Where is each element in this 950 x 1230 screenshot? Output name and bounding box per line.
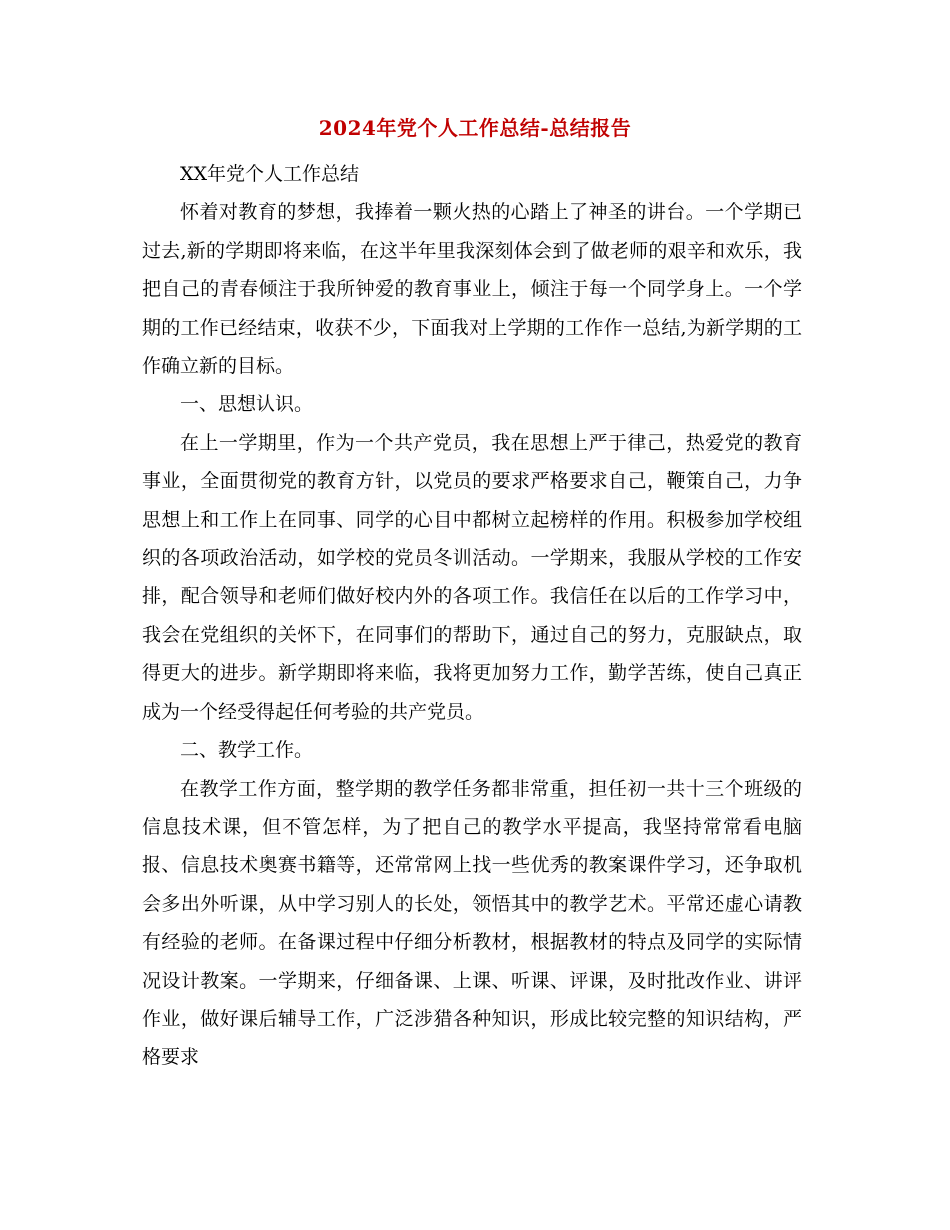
paragraph-subtitle: XX年党个人工作总结: [180, 163, 360, 185]
document-body: [142, 155, 802, 1077]
document-title: 2024年党个人工作总结-总结报告: [318, 116, 632, 140]
paragraph-teaching: 在教学工作方面，整学期的教学任务都非常重，担任初一共十三个班级的信息技术课，但不管怎样，为了把自己的教学水平提高，我坚持常常看电脑报、信息技术奥赛书籍等，还常常网上找一些优秀的教案课件学习，还争取机会多出外听课，从中学习别人的长处，领悟其中的教学艺术。平常还虚心请教有经验的老师。在备课过程中仔细分析教材，根据教材的特点及同学的实际情况设计教案。一学期来，仔细备课、上课、听课、评课，及时批改作业、讲评作业，做好课后辅导工作，广泛涉猎各种知识，形成比较完整的知识结构，严格要求: [142, 777, 802, 1069]
paragraph-intro: 怀着对教育的梦想，我捧着一颗火热的心踏上了神圣的讲台。一个学期已过去,新的学期即将来临，在这半年里我深刻体会到了做老师的艰辛和欢乐，我把自己的青春倾注于我所钟爱的教育事业上，倾注于每一个同学身上。一个学期的工作已经结束，收获不少，下面我对上学期的工作作一总结,为新学期的工作确立新的目标。: [142, 201, 802, 378]
paragraph-thought: 在上一学期里，作为一个共产党员，我在思想上严于律己，热爱党的教育事业，全面贯彻党的教育方针，以党员的要求严格要求自己，鞭策自己，力争思想上和工作上在同事、同学的心目中都树立起榜样的作用。积极参加学校组织的各项政治活动，如学校的党员冬训活动。一学期来，我服从学校的工作安排，配合领导和老师们做好校内外的各项工作。我信任在以后的工作学习中，我会在党组织的关怀下，在同事们的帮助下，通过自己的努力，克服缺点，取得更大的进步。新学期即将来临，我将更加努力工作，勤学苦练，使自己真正成为一个经受得起任何考验的共产党员。: [142, 431, 802, 723]
section-heading-thought: 一、思想认识。: [180, 393, 314, 416]
section-heading-teaching: 二、教学工作。: [180, 739, 314, 762]
